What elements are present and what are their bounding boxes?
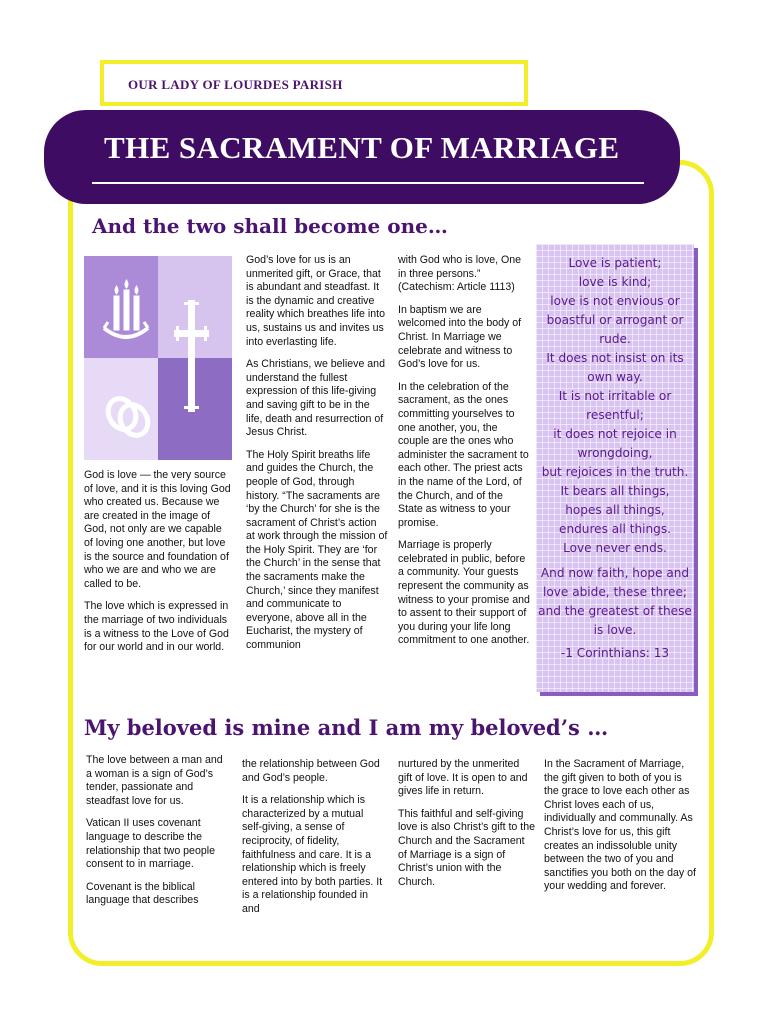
poem-line: Love is patient; (568, 256, 662, 270)
poem-line: hopes all things, (565, 503, 665, 517)
parish-name: OUR LADY OF LOURDES PARISH (128, 77, 343, 92)
poem-line: love abide, these three; (543, 585, 687, 599)
title-underline (92, 182, 644, 184)
paragraph: This faithful and self-giving love is also Christ’s gift to the Church and the Sacrament of Marriage is a sign of Christ’s union with the Church. (398, 807, 535, 888)
section2-column-3 (398, 758, 536, 898)
section1-column-3 (398, 254, 530, 657)
poem-line: and the greatest of these (538, 604, 692, 618)
section-heading-two: My beloved is mine and I am my beloved’s … (84, 715, 609, 740)
paragraph: In the celebration of the sacrament, as the ones committing yourselves to one another, you, the couple are the ones who administer the sacrament to each other. The priest acts in the name of the Lord, of the Church, and of the State as witness to your promise. (398, 380, 529, 529)
page-title: THE SACRAMENT OF MARRIAGE (104, 130, 620, 165)
poem-line: It does not insist on its (546, 351, 684, 365)
poem-line: but rejoices in the truth. (541, 465, 689, 479)
poem-line: is love. (593, 623, 637, 637)
paragraph: It is a relationship which is characterized by a mutual self-giving, a sense of reciprocity, of fidelity, faithfulness and care. It is a relationship which is freely entered into by both parties. It is a relationship founded in and (242, 794, 383, 915)
poem-line: Love never ends. (563, 541, 667, 555)
section2-column-1 (86, 754, 228, 917)
section2-column-2 (242, 758, 386, 926)
paragraph: Marriage is properly celebrated in public, before a community. Your guests represent the community as witness to your promise and to assent to their support of you during your life long commitment to one another. (398, 539, 530, 647)
poem-line: own way. (587, 370, 643, 384)
poem-line: It is not irritable or (558, 389, 672, 403)
paragraph: the relationship between God and God’s people. (242, 758, 380, 784)
scripture-quote-box (536, 244, 694, 692)
paragraph: In the Sacrament of Marriage, the gift given to both of you is the grace to love each other as Christ loves each of us, individually and communally. As Christ’s love for us, this gift creates an indissoluble unity between the two of you and sanctifies you both on the day of your wedding and forever. (544, 758, 696, 893)
poem-line: wrongdoing, (577, 446, 653, 460)
paragraph: God is love — the very source of love, and it is this loving God who created us. Because we are created in the image of God, not only are we capable of loving one another, but love is the source and foundation of who we are and who we are called to be. (84, 469, 231, 590)
wedding-symbols-illustration (84, 256, 232, 460)
paragraph: As Christians, we believe and understand the fullest expression of this life-giving and saving gift to be in the life, death and resurrection of Jesus Christ. (246, 358, 385, 439)
section2-column-4 (544, 758, 696, 903)
section1-column-1 (84, 469, 232, 664)
poem-line: love is not envious or (550, 294, 680, 308)
paragraph: The Holy Spirit breaths life and guides the Church, the people of God, through history. “The sacraments are ‘by the Church’ for she is the sacrament of Christ’s action at work through the mission of the Holy Spirit. They are ‘for the Church’ in the sense that the sacraments make the Church,’ since they manifest and communicate to everyone, above all in the Eucharist, the mystery of communion (246, 448, 388, 652)
poem-reference: -1 Corinthians: 13 (560, 646, 670, 660)
paragraph: In baptism we are welcomed into the body of Christ. In Marriage we celebrate and witness to God’s love for us. (398, 303, 522, 371)
poem-line: endures all things. (559, 522, 671, 536)
paragraph: The love which is expressed in the marriage of two individuals is a witness to the Love of God for our world and in our world. (84, 600, 229, 654)
poem-line: resentful; (586, 408, 644, 422)
title-banner (44, 110, 680, 204)
paragraph: Covenant is the biblical language that describes (86, 880, 199, 907)
poem-line: boastful or arrogant or (546, 313, 684, 327)
paragraph: nurtured by the unmerited gift of love. It is open to and gives life in return. (398, 758, 528, 798)
poem-line: It bears all things, (560, 484, 670, 498)
section-heading-one: And the two shall become one… (92, 214, 448, 238)
paragraph: God’s love for us is an unmerited gift, or Grace, that is abundant and steadfast. It is the dynamic and creative reality which breathes life into us, sustains us and invites us into everlasting life. (246, 254, 385, 348)
section1-column-2 (246, 254, 388, 662)
paragraph: Vatican II uses covenant language to describe the relationship that two people consent to in marriage. (86, 817, 215, 871)
poem-line: it does not rejoice in (553, 427, 677, 441)
paragraph: with God who is love, One in three persons.” (Catechism: Article 1113) (398, 254, 522, 294)
poem-line: love is kind; (578, 275, 652, 289)
paragraph: The love between a man and a woman is a sign of God’s tender, passionate and steadfast love for us. (86, 754, 223, 807)
poem-line: rude. (599, 332, 631, 346)
poem-line: And now faith, hope and (540, 566, 690, 580)
parish-label-box (100, 60, 528, 106)
